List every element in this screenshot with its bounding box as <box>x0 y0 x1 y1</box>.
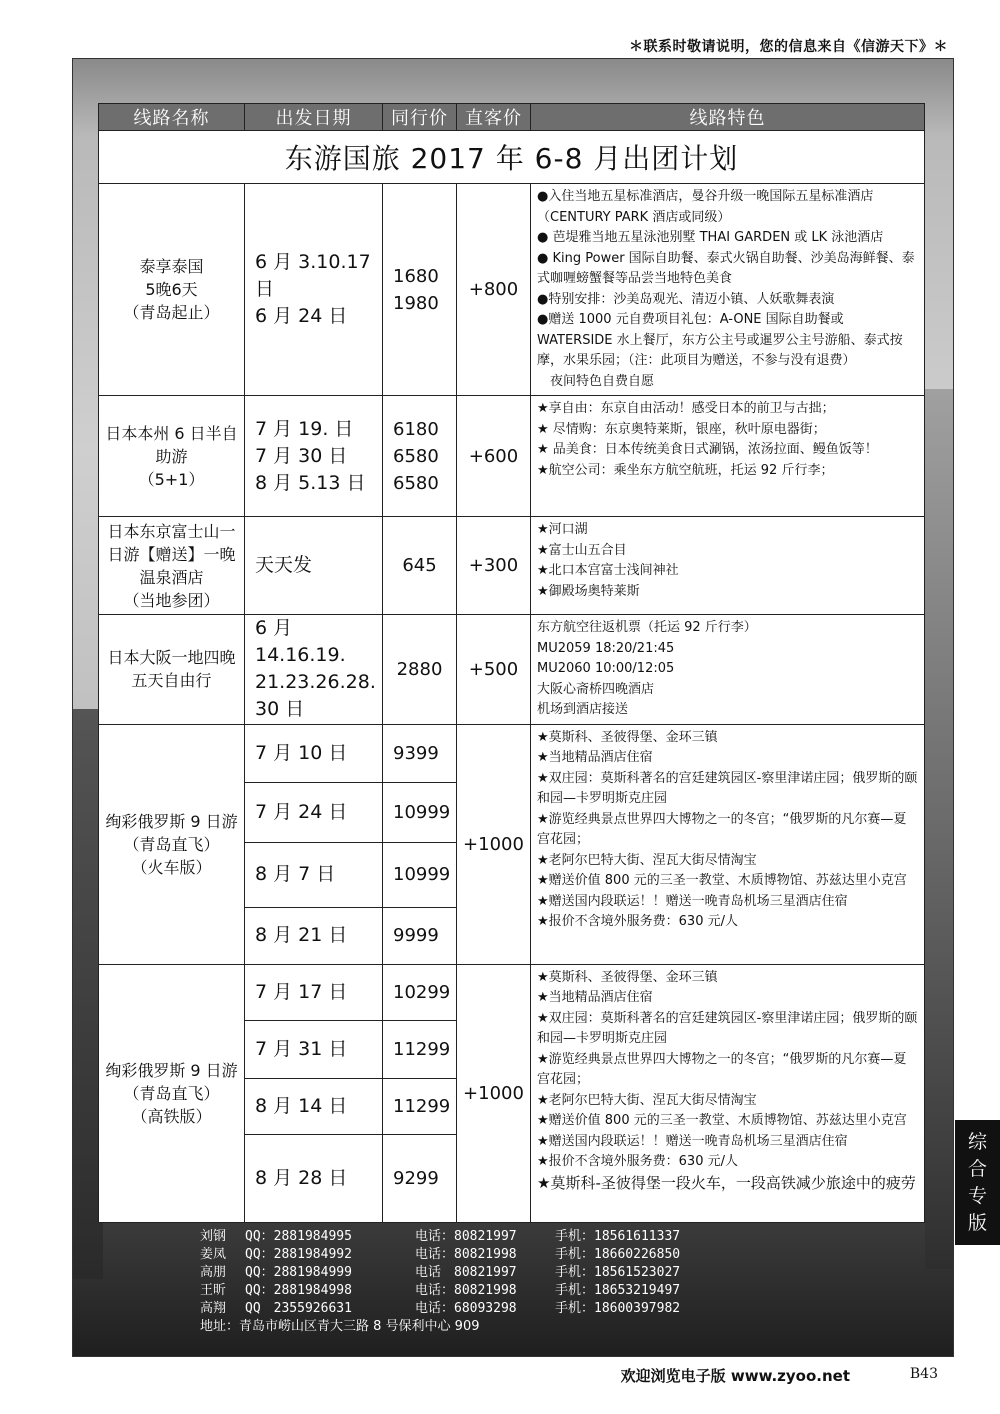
route-row-russia-train <box>99 724 925 782</box>
route-name: 绚彩俄罗斯 9 日游 （青岛直飞） （高铁版） <box>99 964 245 1222</box>
peer-price: 9999 <box>383 907 457 964</box>
departure-date: 7 月 24 日 <box>245 782 383 842</box>
office-address: 地址：青岛市崂山区青大三路 8 号保利中心 909 <box>200 1319 480 1334</box>
peer-price: 10299 <box>383 964 457 1020</box>
route-features: ★莫斯科、圣彼得堡、金环三镇 ★当地精品酒店住宿 ★双庄园：莫斯科著名的宫廷建筑园区-察里津诺庄园；俄罗斯的颐和园—卡罗明斯克庄园 ★游览经典景点世界四大博物之一的冬宫；“俄罗斯的凡尔赛—夏宫花园； ★老阿尔巴特大街、涅瓦大街尽情淘宝 ★赠送价值 800 元的三圣一教堂、木质博物馆、苏兹达里小克宫 ★赠送国内段联运！！赠送一晚青岛机场三星酒店住宿 ★报价不含境外服务费：630 元/人 ★莫斯科-圣彼得堡一段火车，一段高铁减少旅途中的疲劳 <box>531 964 925 1222</box>
route-features: 东方航空往返机票（托运 92 斤行李） MU2059 18:20/21:45 MU2060 10:00/12:05 大阪心斋桥四晚酒店 机场到酒店接送 <box>531 615 925 725</box>
route-row-osaka <box>99 615 925 725</box>
direct-price: +600 <box>457 396 531 517</box>
departure-date: 8 月 7 日 <box>245 842 383 907</box>
direct-price: +1000 <box>457 964 531 1222</box>
departure-dates: 7 月 19. 日 7 月 30 日 8 月 5.13 日 <box>245 396 383 517</box>
plan-title: 东游国旅 2017 年 6-8 月出团计划 <box>99 131 925 184</box>
direct-price: +500 <box>457 615 531 725</box>
contact-row: 高朋 QQ：2881984999 电话 80821997 手机：18561523027 <box>200 1265 681 1280</box>
source-note: ＊联系时敬请说明，您的信息来自《信游天下》＊ <box>629 39 948 55</box>
peer-price: 11299 <box>383 1078 457 1134</box>
route-name: 泰享泰国 5晚6天 （青岛起止） <box>99 184 245 396</box>
header-row <box>99 104 925 131</box>
header-route-name: 线路名称 <box>99 104 245 131</box>
peer-price: 11299 <box>383 1020 457 1078</box>
route-features: ★河口湖 ★富士山五合目 ★北口本宫富士浅间神社 ★御殿场奥特莱斯 <box>531 517 925 615</box>
route-row-fuji <box>99 517 925 615</box>
direct-price: +800 <box>457 184 531 396</box>
route-features: ★莫斯科、圣彼得堡、金环三镇 ★当地精品酒店住宿 ★双庄园：莫斯科著名的宫廷建筑园区-察里津诺庄园；俄罗斯的颐和园—卡罗明斯克庄园 ★游览经典景点世界四大博物之一的冬宫；“俄罗斯的凡尔赛—夏宫花园； ★老阿尔巴特大街、涅瓦大街尽情淘宝 ★赠送价值 800 元的三圣一教堂、木质博物馆、苏兹达里小克宫 ★赠送国内段联运！！赠送一晚青岛机场三星酒店住宿 ★报价不含境外服务费：630 元/人 <box>531 724 925 964</box>
departure-date: 7 月 10 日 <box>245 724 383 782</box>
contact-row: 王昕 QQ：2881984998 电话：80821998 手机：18653219497 <box>200 1283 681 1298</box>
departure-date: 8 月 21 日 <box>245 907 383 964</box>
tour-plan-table <box>98 103 925 1223</box>
direct-price: +1000 <box>457 724 531 964</box>
route-row-honshu <box>99 396 925 517</box>
header-peer-price: 同行价 <box>383 104 457 131</box>
header-departure-date: 出发日期 <box>245 104 383 131</box>
header-route-features: 线路特色 <box>531 104 925 131</box>
route-features: ●入住当地五星标准酒店，曼谷升级一晚国际五星标准酒店（CENTURY PARK 酒店或同级） ● 芭堤雅当地五星泳池别墅 THAI GARDEN 或 LK 泳池酒店 ● King Power 国际自助餐、泰式火锅自助餐、沙美岛海鲜餐、泰式咖喱螃蟹餐等品尝当地特色美食 ●特别安排：沙美岛观光、清迈小镇、人妖歌舞表演 ●赠送 1000 元自费项目礼包：A-ONE 国际自助餐或 WATERSIDE 水上餐厅，东方公主号或暹罗公主号游船、泰式按摩，水果乐园；（注：此项目为赠送，不参与没有退费） 夜间特色自费自愿 <box>531 184 925 396</box>
peer-price: 10999 <box>383 782 457 842</box>
header-direct-price: 直客价 <box>457 104 531 131</box>
peer-prices: 1680 1980 <box>383 184 457 396</box>
route-name: 日本大阪一地四晚五天自由行 <box>99 615 245 725</box>
peer-prices: 6180 6580 6580 <box>383 396 457 517</box>
route-name: 绚彩俄罗斯 9 日游 （青岛直飞） （火车版） <box>99 724 245 964</box>
departure-date: 7 月 17 日 <box>245 964 383 1020</box>
peer-prices: 2880 <box>383 615 457 725</box>
departure-dates: 天天发 <box>245 517 383 615</box>
route-name: 日本本州 6 日半自助游 （5+1） <box>99 396 245 517</box>
route-row-thailand <box>99 184 925 396</box>
website-note: 欢迎浏览电子版 www.zyoo.net <box>620 1367 850 1385</box>
contact-row: 姜凤 QQ：2881984992 电话：80821998 手机：18660226850 <box>200 1247 681 1262</box>
departure-dates: 6 月 3.10.17 日 6 月 24 日 <box>245 184 383 396</box>
departure-date: 8 月 28 日 <box>245 1134 383 1222</box>
departure-date: 8 月 14 日 <box>245 1078 383 1134</box>
peer-price: 9399 <box>383 724 457 782</box>
departure-date: 7 月 31 日 <box>245 1020 383 1078</box>
peer-prices: 645 <box>383 517 457 615</box>
route-name: 日本东京富士山一日游【赠送】一晚温泉酒店 （当地参团） <box>99 517 245 615</box>
contact-block <box>200 1228 795 1336</box>
contact-row: 高翔 QQ 2355926631 电话：68093298 手机：18600397982 <box>200 1301 681 1316</box>
departure-dates: 6 月 14.16.19. 21.23.26.28. 30 日 <box>245 615 383 725</box>
section-tab: 综 合 专 版 <box>955 1120 1000 1245</box>
peer-price: 9299 <box>383 1134 457 1222</box>
route-features: ★享自由：东京自由活动！感受日本的前卫与古拙； ★ 尽情购：东京奥特莱斯，银座，秋叶原电器街； ★ 品美食：日本传统美食日式涮锅，浓汤拉面、鳗鱼饭等！ ★航空公司：乘坐东方航空航班，托运 92 斤行李； <box>531 396 925 517</box>
page-number: B43 <box>909 1366 938 1382</box>
route-row-russia-rail <box>99 964 925 1020</box>
peer-price: 10999 <box>383 842 457 907</box>
contact-row: 刘钢 QQ：2881984995 电话：80821997 手机：18561611337 <box>200 1229 681 1244</box>
direct-price: +300 <box>457 517 531 615</box>
